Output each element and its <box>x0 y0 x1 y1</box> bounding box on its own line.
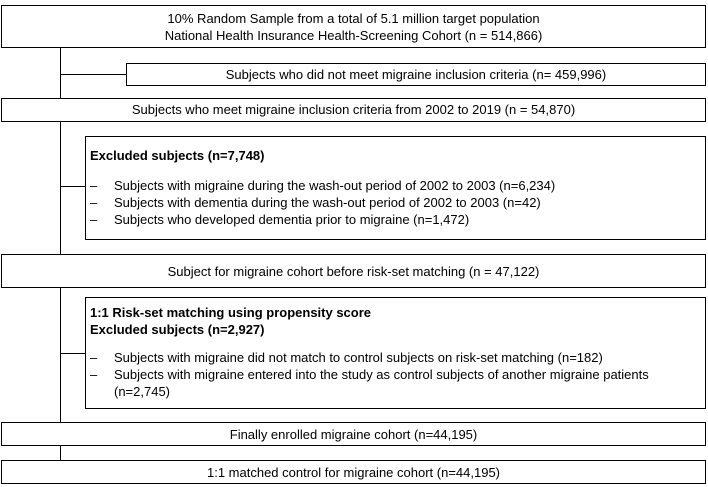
dash-marker: – <box>90 178 98 193</box>
list-item-text: Subjects with migraine entered into the study as control subjects of another migraine patients (n=2,745) <box>114 367 649 399</box>
list-item <box>90 366 705 400</box>
excluded-subjects-box <box>85 136 706 240</box>
matched-control-text: 1:1 matched control for migraine cohort (n=44,195) <box>206 465 501 480</box>
sample-population-box <box>1 5 706 48</box>
list-item-text: Subjects with migraine did not match to control subjects on risk-set matching (n=182) <box>114 350 603 365</box>
enrolled-cohort-box <box>1 422 706 446</box>
list-item <box>90 194 705 211</box>
list-item-text: Subjects who developed dementia prior to migraine (n=1,472) <box>114 212 470 227</box>
sample-line-2: National Health Insurance Health-Screening Cohort (n = 514,866) <box>164 28 543 43</box>
list-item-text: Subjects with migraine during the wash-out period of 2002 to 2003 (n=6,234) <box>114 178 556 193</box>
excluded-subjects-title: Excluded subjects (n=7,748) <box>90 148 265 163</box>
risk-set-matching-box <box>85 297 706 409</box>
before-matching-text: Subject for migraine cohort before risk-set matching (n = 47,122) <box>167 264 540 279</box>
meet-criteria-box <box>1 98 706 122</box>
connector-line <box>60 445 61 460</box>
connector-line <box>60 353 85 354</box>
dash-marker: – <box>90 195 98 210</box>
list-item <box>90 349 705 366</box>
matched-control-box <box>1 460 706 484</box>
connector-line <box>60 74 126 75</box>
connector-line <box>60 186 85 187</box>
excluded-subjects-title: Excluded subjects (n=2,927) <box>90 322 265 337</box>
before-matching-box <box>1 254 706 288</box>
dash-marker: – <box>90 367 98 382</box>
sample-line-1: 10% Random Sample from a total of 5.1 million target population <box>167 11 540 26</box>
list-item <box>90 211 705 228</box>
connector-line <box>60 47 61 98</box>
not-meet-criteria-box <box>126 63 706 86</box>
list-item-text: Subjects with dementia during the wash-out period of 2002 to 2003 (n=42) <box>114 195 541 210</box>
dash-marker: – <box>90 212 98 227</box>
not-meet-criteria-text: Subjects who did not meet migraine inclusion criteria (n= 459,996) <box>225 67 607 82</box>
enrolled-cohort-text: Finally enrolled migraine cohort (n=44,195) <box>229 427 478 442</box>
list-item <box>90 177 705 194</box>
risk-set-matching-title: 1:1 Risk-set matching using propensity score <box>90 305 372 320</box>
connector-line <box>60 121 61 254</box>
meet-criteria-text: Subjects who meet migraine inclusion criteria from 2002 to 2019 (n = 54,870) <box>131 102 576 117</box>
dash-marker: – <box>90 350 98 365</box>
connector-line <box>60 287 61 422</box>
